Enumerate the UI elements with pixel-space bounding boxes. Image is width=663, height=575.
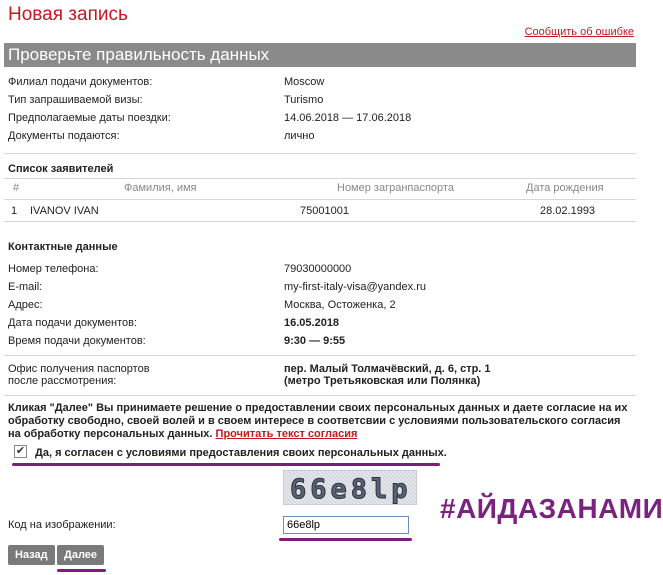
hashtag-annotation: #АЙДАЗАНАМИ xyxy=(440,493,663,524)
divider xyxy=(4,221,636,222)
summary-row-submission xyxy=(8,130,628,146)
consent-text xyxy=(8,402,628,441)
contact-value: 16.05.2018 xyxy=(284,317,340,329)
next-button[interactable]: Далее xyxy=(57,545,104,565)
captcha-input[interactable] xyxy=(283,516,409,534)
contact-label: Дата подачи документов: xyxy=(8,317,138,329)
captcha-field-label: Код на изображении: xyxy=(8,519,116,531)
consent-link[interactable]: Прочитать текст согласия xyxy=(215,428,358,440)
svg-text:66e8lp: 66e8lp xyxy=(290,474,412,505)
contact-row-submission-time xyxy=(8,335,628,351)
contact-row-submission-date xyxy=(8,317,628,333)
contact-value: 79030000000 xyxy=(284,263,352,275)
divider xyxy=(4,178,636,179)
checkmark-icon: ✔ xyxy=(15,445,26,457)
summary-row-visa-type xyxy=(8,94,628,110)
highlight-underline xyxy=(12,463,440,466)
summary-value: 14.06.2018 — 17.06.2018 xyxy=(284,112,412,124)
summary-value: Turismo xyxy=(284,94,324,106)
column-header-passport: Номер загранпаспорта xyxy=(337,182,454,194)
captcha-image xyxy=(283,470,417,505)
divider xyxy=(4,153,636,154)
applicant-number: 1 xyxy=(11,205,18,217)
consent-body: Кликая "Далее" Вы принимаете решение о предоставлении своих персональных данных и даете согласие на их обработку свободно, своей волей и в своем интересе в соответсвии с условиями пользовательского согласия на обработку персональных данных. xyxy=(8,402,628,440)
contact-row-email xyxy=(8,281,628,297)
captcha-glyphs xyxy=(284,471,416,504)
divider xyxy=(4,395,636,396)
contact-row-address xyxy=(8,299,628,315)
summary-label: Предполагаемые даты поездки: xyxy=(8,112,171,124)
summary-label: Тип запрашиваемой визы: xyxy=(8,94,143,106)
back-button[interactable]: Назад xyxy=(8,545,55,565)
report-error-link[interactable]: Сообщить об ошибке xyxy=(524,26,634,38)
summary-value: Moscow xyxy=(284,76,325,88)
office-label-line1: Офис получения паспортов xyxy=(8,363,150,375)
check-data-banner: Проверьте правильность данных xyxy=(4,43,636,67)
contact-value: 9:30 — 9:55 xyxy=(284,335,346,347)
applicant-passport: 75001001 xyxy=(300,205,349,217)
divider xyxy=(4,199,636,200)
summary-value: лично xyxy=(284,130,315,142)
highlight-underline xyxy=(279,538,412,541)
summary-label: Филиал подачи документов: xyxy=(8,76,153,88)
applicant-dob: 28.02.1993 xyxy=(540,205,596,217)
consent-checkbox[interactable] xyxy=(14,445,27,458)
applicants-heading: Список заявителей xyxy=(8,163,114,175)
office-label xyxy=(8,363,150,387)
consent-checkbox-label[interactable]: Да, я согласен с условиями предоставления своих персональных данных. xyxy=(35,447,447,459)
contact-row-phone xyxy=(8,263,628,279)
office-label-line2: после рассмотрения: xyxy=(8,375,117,387)
applicant-name: IVANOV IVAN xyxy=(30,205,99,217)
highlight-underline xyxy=(57,569,106,572)
contact-label: Адрес: xyxy=(8,299,43,311)
contacts-heading: Контактные данные xyxy=(8,241,118,253)
contact-label: Время подачи документов: xyxy=(8,335,146,347)
contact-value: Москва, Остоженка, 2 xyxy=(284,299,396,311)
office-address: пер. Малый Толмачёвский, д. 6, стр. 1 xyxy=(284,363,491,375)
summary-row-branch xyxy=(8,76,628,92)
contact-value: my-first-italy-visa@yandex.ru xyxy=(284,281,426,293)
office-metro: (метро Третьяковская или Полянка) xyxy=(284,375,481,387)
column-header-name: Фамилия, имя xyxy=(124,182,197,194)
column-header-number: # xyxy=(13,182,20,194)
office-value xyxy=(284,363,491,387)
page-title: Новая запись xyxy=(8,4,128,25)
divider xyxy=(4,355,636,356)
contact-label: Номер телефона: xyxy=(8,263,99,275)
summary-row-trip-dates xyxy=(8,112,628,128)
office-row xyxy=(8,363,628,391)
column-header-dob: Дата рождения xyxy=(526,182,604,194)
summary-label: Документы подаются: xyxy=(8,130,120,142)
contact-label: E-mail: xyxy=(8,281,43,293)
